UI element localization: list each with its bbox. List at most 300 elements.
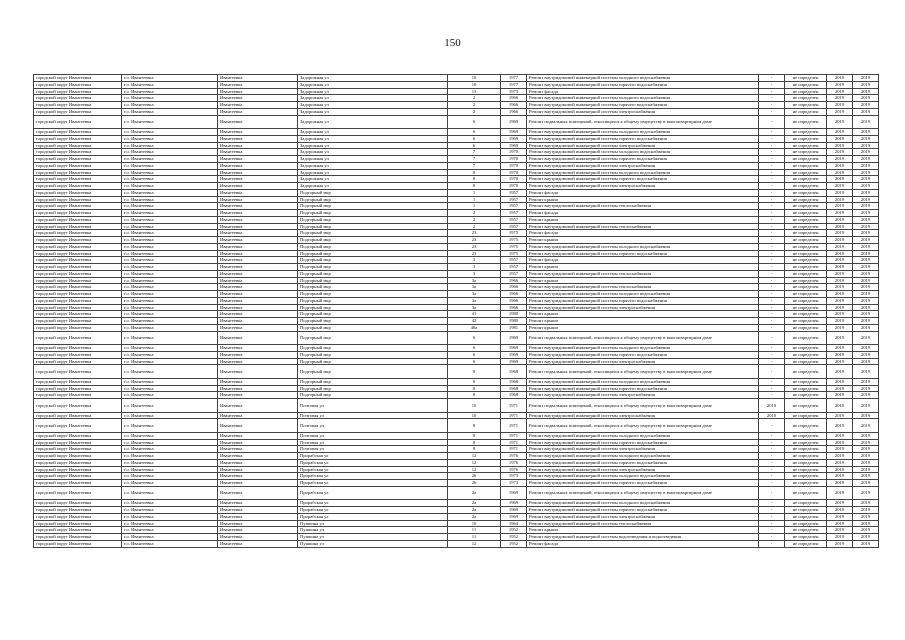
- settlement-cell: Ивантеевка: [218, 277, 298, 284]
- cost-cell: не определен: [785, 203, 827, 210]
- end-year-cell: 2019: [853, 331, 879, 345]
- start-year-cell: 2019: [827, 237, 853, 244]
- district-cell: г.о. Ивантеевка: [122, 264, 218, 271]
- cost-cell: не определен: [785, 324, 827, 331]
- work-type-cell: Ремонт внутридомовой инженерной системы горячего водоснабжения: [527, 176, 759, 183]
- house-number-cell: 10: [448, 520, 501, 527]
- table-row: [34, 210, 879, 217]
- start-year-cell: 2019: [827, 345, 853, 352]
- work-type-cell: Ремонт крыши: [527, 196, 759, 203]
- settlement-cell: Ивантеевка: [218, 135, 298, 142]
- district-cell: г.о. Ивантеевка: [122, 169, 218, 176]
- work-type-cell: Ремонт внутридомовой инженерной системы горячего водоснабжения: [527, 385, 759, 392]
- table-row: [34, 115, 879, 129]
- start-year-cell: 2019: [827, 540, 853, 547]
- cost-cell: не определен: [785, 156, 827, 163]
- work-type-cell: Ремонт крыши: [527, 264, 759, 271]
- settlement-cell: Ивантеевка: [218, 102, 298, 109]
- last-repair-year-cell: -: [759, 473, 785, 480]
- street-cell: Подгорный мкр: [298, 270, 448, 277]
- start-year-cell: 2019: [827, 129, 853, 136]
- cost-cell: не определен: [785, 149, 827, 156]
- work-type-cell: Ремонт внутридомовой инженерной системы электроснабжения: [527, 513, 759, 520]
- street-cell: Подгорный мкр: [298, 210, 448, 217]
- start-year-cell: 2019: [827, 459, 853, 466]
- district-cell: г.о. Ивантеевка: [122, 540, 218, 547]
- district-cell: г.о. Ивантеевка: [122, 291, 218, 298]
- settlement-cell: Ивантеевка: [218, 230, 298, 237]
- settlement-cell: Ивантеевка: [218, 351, 298, 358]
- work-type-cell: Ремонт внутридомовой инженерной системы горячего водоснабжения: [527, 480, 759, 487]
- house-number-cell: 10: [448, 75, 501, 82]
- end-year-cell: 2019: [853, 365, 879, 379]
- street-cell: Пушкина ул: [298, 540, 448, 547]
- end-year-cell: 2019: [853, 203, 879, 210]
- district-cell: г.о. Ивантеевка: [122, 527, 218, 534]
- district-cell: г.о. Ивантеевка: [122, 365, 218, 379]
- street-cell: Задорожная ул: [298, 95, 448, 102]
- cost-cell: не определен: [785, 507, 827, 514]
- street-cell: Задорожная ул: [298, 88, 448, 95]
- last-repair-year-cell: -: [759, 358, 785, 365]
- district-cell: г.о. Ивантеевка: [122, 95, 218, 102]
- end-year-cell: 2019: [853, 351, 879, 358]
- municipality-cell: городской округ Ивантеевка: [34, 237, 122, 244]
- build-year-cell: 1975: [501, 243, 527, 250]
- last-repair-year-cell: -: [759, 534, 785, 541]
- work-type-cell: Ремонт внутридомовой инженерной системы горячего водоснабжения: [527, 459, 759, 466]
- street-cell: Почтовая ул: [298, 419, 448, 433]
- build-year-cell: 1957: [501, 223, 527, 230]
- work-type-cell: Ремонт внутридомовой инженерной системы холодного водоснабжения: [527, 378, 759, 385]
- build-year-cell: 1968: [501, 378, 527, 385]
- settlement-cell: Ивантеевка: [218, 520, 298, 527]
- last-repair-year-cell: -: [759, 183, 785, 190]
- table-row: [34, 500, 879, 507]
- settlement-cell: Ивантеевка: [218, 156, 298, 163]
- cost-cell: не определен: [785, 392, 827, 399]
- street-cell: Задорожная ул: [298, 129, 448, 136]
- table-row: [34, 399, 879, 413]
- work-type-cell: Ремонт внутридомовой инженерной системы холодного водоснабжения: [527, 129, 759, 136]
- municipality-cell: городской округ Ивантеевка: [34, 88, 122, 95]
- work-type-cell: Ремонт подвальных помещений, относящихся к общему имуществу в многоквартирном доме: [527, 115, 759, 129]
- house-number-cell: 7: [448, 156, 501, 163]
- start-year-cell: 2019: [827, 446, 853, 453]
- district-cell: г.о. Ивантеевка: [122, 513, 218, 520]
- last-repair-year-cell: -: [759, 115, 785, 129]
- end-year-cell: 2019: [853, 162, 879, 169]
- end-year-cell: 2019: [853, 81, 879, 88]
- table-row: [34, 243, 879, 250]
- municipality-cell: городской округ Ивантеевка: [34, 243, 122, 250]
- district-cell: г.о. Ивантеевка: [122, 480, 218, 487]
- municipality-cell: городской округ Ивантеевка: [34, 162, 122, 169]
- last-repair-year-cell: -: [759, 243, 785, 250]
- end-year-cell: 2019: [853, 149, 879, 156]
- district-cell: г.о. Ивантеевка: [122, 311, 218, 318]
- district-cell: г.о. Ивантеевка: [122, 216, 218, 223]
- settlement-cell: Ивантеевка: [218, 486, 298, 500]
- cost-cell: не определен: [785, 473, 827, 480]
- street-cell: Подгорный мкр: [298, 196, 448, 203]
- start-year-cell: 2019: [827, 473, 853, 480]
- build-year-cell: 1976: [501, 459, 527, 466]
- settlement-cell: Ивантеевка: [218, 284, 298, 291]
- street-cell: Подгорный мкр: [298, 243, 448, 250]
- settlement-cell: Ивантеевка: [218, 115, 298, 129]
- table-row: [34, 189, 879, 196]
- end-year-cell: 2019: [853, 453, 879, 460]
- end-year-cell: 2019: [853, 459, 879, 466]
- municipality-cell: городской округ Ивантеевка: [34, 135, 122, 142]
- district-cell: г.о. Ивантеевка: [122, 304, 218, 311]
- house-number-cell: 3: [448, 270, 501, 277]
- start-year-cell: 2019: [827, 210, 853, 217]
- last-repair-year-cell: -: [759, 230, 785, 237]
- municipality-cell: городской округ Ивантеевка: [34, 95, 122, 102]
- house-number-cell: 26: [448, 473, 501, 480]
- district-cell: г.о. Ивантеевка: [122, 459, 218, 466]
- work-type-cell: Ремонт крыши: [527, 527, 759, 534]
- municipality-cell: городской округ Ивантеевка: [34, 439, 122, 446]
- work-type-cell: Ремонт фасада: [527, 540, 759, 547]
- end-year-cell: 2019: [853, 250, 879, 257]
- start-year-cell: 2019: [827, 284, 853, 291]
- work-type-cell: Ремонт внутридомовой инженерной системы холодного водоснабжения: [527, 432, 759, 439]
- house-number-cell: 8: [448, 432, 501, 439]
- build-year-cell: 1957: [501, 210, 527, 217]
- build-year-cell: 1957: [501, 203, 527, 210]
- municipality-cell: городской округ Ивантеевка: [34, 385, 122, 392]
- street-cell: Прорабская ул: [298, 459, 448, 466]
- build-year-cell: 1966: [501, 304, 527, 311]
- street-cell: Задорожная ул: [298, 115, 448, 129]
- street-cell: Подгорный мкр: [298, 311, 448, 318]
- work-type-cell: Ремонт внутридомовой инженерной системы горячего водоснабжения: [527, 250, 759, 257]
- settlement-cell: Ивантеевка: [218, 203, 298, 210]
- work-type-cell: Ремонт фасада: [527, 210, 759, 217]
- build-year-cell: 1964: [501, 520, 527, 527]
- district-cell: г.о. Ивантеевка: [122, 284, 218, 291]
- street-cell: Подгорный мкр: [298, 345, 448, 352]
- cost-cell: не определен: [785, 169, 827, 176]
- last-repair-year-cell: -: [759, 480, 785, 487]
- start-year-cell: 2019: [827, 507, 853, 514]
- table-row: [34, 392, 879, 399]
- settlement-cell: Ивантеевка: [218, 473, 298, 480]
- settlement-cell: Ивантеевка: [218, 149, 298, 156]
- street-cell: Почтовая ул: [298, 399, 448, 413]
- work-type-cell: Ремонт внутридомовой инженерной системы холодного водоснабжения: [527, 169, 759, 176]
- table-row: [34, 385, 879, 392]
- build-year-cell: 1969: [501, 513, 527, 520]
- end-year-cell: 2019: [853, 324, 879, 331]
- table-row: [34, 480, 879, 487]
- build-year-cell: 1970: [501, 176, 527, 183]
- work-type-cell: Ремонт крыши: [527, 324, 759, 331]
- work-type-cell: Ремонт внутридомовой инженерной системы электроснабжения: [527, 142, 759, 149]
- settlement-cell: Ивантеевка: [218, 507, 298, 514]
- table-row: [34, 311, 879, 318]
- house-number-cell: 3: [448, 257, 501, 264]
- house-number-cell: 2а: [448, 500, 501, 507]
- street-cell: Задорожная ул: [298, 102, 448, 109]
- district-cell: г.о. Ивантеевка: [122, 432, 218, 439]
- house-number-cell: 6: [448, 358, 501, 365]
- end-year-cell: 2019: [853, 243, 879, 250]
- cost-cell: не определен: [785, 527, 827, 534]
- start-year-cell: 2019: [827, 270, 853, 277]
- end-year-cell: 2019: [853, 183, 879, 190]
- settlement-cell: Ивантеевка: [218, 169, 298, 176]
- street-cell: Прорабская ул: [298, 453, 448, 460]
- last-repair-year-cell: -: [759, 250, 785, 257]
- last-repair-year-cell: -: [759, 277, 785, 284]
- street-cell: Почтовая ул: [298, 432, 448, 439]
- table-row: [34, 88, 879, 95]
- start-year-cell: 2019: [827, 223, 853, 230]
- work-type-cell: Ремонт внутридомовой инженерной системы горячего водоснабжения: [527, 297, 759, 304]
- work-type-cell: Ремонт подвальных помещений, относящихся к общему имуществу в многоквартирном доме: [527, 486, 759, 500]
- last-repair-year-cell: -: [759, 365, 785, 379]
- street-cell: Подгорный мкр: [298, 331, 448, 345]
- street-cell: Подгорный мкр: [298, 385, 448, 392]
- cost-cell: не определен: [785, 216, 827, 223]
- cost-cell: не определен: [785, 358, 827, 365]
- house-number-cell: 2: [448, 216, 501, 223]
- work-type-cell: Ремонт подвальных помещений, относящихся к общему имуществу в многоквартирном доме: [527, 331, 759, 345]
- house-number-cell: 11: [448, 527, 501, 534]
- district-cell: г.о. Ивантеевка: [122, 270, 218, 277]
- settlement-cell: Ивантеевка: [218, 439, 298, 446]
- house-number-cell: 3а: [448, 284, 501, 291]
- municipality-cell: городской округ Ивантеевка: [34, 304, 122, 311]
- municipality-cell: городской округ Ивантеевка: [34, 250, 122, 257]
- end-year-cell: 2019: [853, 480, 879, 487]
- municipality-cell: городской округ Ивантеевка: [34, 75, 122, 82]
- district-cell: г.о. Ивантеевка: [122, 351, 218, 358]
- cost-cell: не определен: [785, 351, 827, 358]
- last-repair-year-cell: -: [759, 378, 785, 385]
- street-cell: Прорабская ул: [298, 513, 448, 520]
- cost-cell: не определен: [785, 250, 827, 257]
- cost-cell: не определен: [785, 291, 827, 298]
- municipality-cell: городской округ Ивантеевка: [34, 176, 122, 183]
- end-year-cell: 2019: [853, 108, 879, 115]
- start-year-cell: 2019: [827, 156, 853, 163]
- settlement-cell: Ивантеевка: [218, 257, 298, 264]
- start-year-cell: 2019: [827, 250, 853, 257]
- work-type-cell: Ремонт внутридомовой инженерной системы горячего водоснабжения: [527, 507, 759, 514]
- house-number-cell: 12: [448, 459, 501, 466]
- end-year-cell: 2019: [853, 189, 879, 196]
- start-year-cell: 2019: [827, 115, 853, 129]
- settlement-cell: Ивантеевка: [218, 365, 298, 379]
- end-year-cell: 2019: [853, 277, 879, 284]
- settlement-cell: Ивантеевка: [218, 196, 298, 203]
- cost-cell: не определен: [785, 88, 827, 95]
- build-year-cell: 1966: [501, 95, 527, 102]
- street-cell: Подгорный мкр: [298, 291, 448, 298]
- municipality-cell: городской округ Ивантеевка: [34, 466, 122, 473]
- district-cell: г.о. Ивантеевка: [122, 108, 218, 115]
- end-year-cell: 2019: [853, 216, 879, 223]
- start-year-cell: 2019: [827, 331, 853, 345]
- start-year-cell: 2019: [827, 297, 853, 304]
- build-year-cell: 1975: [501, 250, 527, 257]
- start-year-cell: 2019: [827, 277, 853, 284]
- last-repair-year-cell: -: [759, 507, 785, 514]
- end-year-cell: 2019: [853, 399, 879, 413]
- cost-cell: не определен: [785, 520, 827, 527]
- settlement-cell: Ивантеевка: [218, 453, 298, 460]
- settlement-cell: Ивантеевка: [218, 459, 298, 466]
- municipality-cell: городской округ Ивантеевка: [34, 142, 122, 149]
- table-row: [34, 135, 879, 142]
- cost-cell: не определен: [785, 223, 827, 230]
- work-type-cell: Ремонт внутридомовой инженерной системы холодного водоснабжения: [527, 345, 759, 352]
- start-year-cell: 2019: [827, 453, 853, 460]
- cost-cell: не определен: [785, 466, 827, 473]
- end-year-cell: 2019: [853, 95, 879, 102]
- municipality-cell: городской округ Ивантеевка: [34, 284, 122, 291]
- build-year-cell: 1970: [501, 162, 527, 169]
- cost-cell: не определен: [785, 115, 827, 129]
- street-cell: Подгорный мкр: [298, 230, 448, 237]
- work-type-cell: Ремонт подвальных помещений, относящихся к общему имуществу в многоквартирном доме: [527, 419, 759, 433]
- settlement-cell: Ивантеевка: [218, 534, 298, 541]
- start-year-cell: 2019: [827, 432, 853, 439]
- settlement-cell: Ивантеевка: [218, 264, 298, 271]
- last-repair-year-cell: -: [759, 189, 785, 196]
- district-cell: г.о. Ивантеевка: [122, 81, 218, 88]
- start-year-cell: 2019: [827, 365, 853, 379]
- house-number-cell: 48а: [448, 324, 501, 331]
- municipality-cell: городской округ Ивантеевка: [34, 311, 122, 318]
- street-cell: Подгорный мкр: [298, 378, 448, 385]
- work-type-cell: Ремонт внутридомовой инженерной системы электроснабжения: [527, 412, 759, 419]
- table-row: [34, 365, 879, 379]
- street-cell: Прорабская ул: [298, 507, 448, 514]
- cost-cell: не определен: [785, 446, 827, 453]
- municipality-cell: городской округ Ивантеевка: [34, 203, 122, 210]
- work-type-cell: Ремонт внутридомовой инженерной системы горячего водоснабжения: [527, 135, 759, 142]
- build-year-cell: 1970: [501, 156, 527, 163]
- work-type-cell: Ремонт крыши: [527, 318, 759, 325]
- settlement-cell: Ивантеевка: [218, 223, 298, 230]
- build-year-cell: 1976: [501, 466, 527, 473]
- house-number-cell: 8: [448, 385, 501, 392]
- cost-cell: не определен: [785, 331, 827, 345]
- cost-cell: не определен: [785, 378, 827, 385]
- municipality-cell: городской округ Ивантеевка: [34, 297, 122, 304]
- build-year-cell: 1970: [501, 149, 527, 156]
- work-type-cell: Ремонт внутридомовой инженерной системы холодного водоснабжения: [527, 75, 759, 82]
- street-cell: Пушкина ул: [298, 527, 448, 534]
- last-repair-year-cell: -: [759, 486, 785, 500]
- district-cell: г.о. Ивантеевка: [122, 162, 218, 169]
- start-year-cell: 2019: [827, 358, 853, 365]
- municipality-cell: городской округ Ивантеевка: [34, 189, 122, 196]
- house-number-cell: 6: [448, 345, 501, 352]
- build-year-cell: 1952: [501, 534, 527, 541]
- build-year-cell: 1969: [501, 331, 527, 345]
- table-row: [34, 473, 879, 480]
- municipality-cell: городской округ Ивантеевка: [34, 540, 122, 547]
- end-year-cell: 2019: [853, 142, 879, 149]
- work-type-cell: Ремонт внутридомовой инженерной системы электроснабжения: [527, 466, 759, 473]
- district-cell: г.о. Ивантеевка: [122, 210, 218, 217]
- end-year-cell: 2019: [853, 486, 879, 500]
- table-row: [34, 102, 879, 109]
- end-year-cell: 2019: [853, 210, 879, 217]
- page-number: 150: [444, 37, 461, 49]
- municipality-cell: городской округ Ивантеевка: [34, 129, 122, 136]
- end-year-cell: 2019: [853, 412, 879, 419]
- table-row: [34, 520, 879, 527]
- municipality-cell: городской округ Ивантеевка: [34, 513, 122, 520]
- build-year-cell: 1969: [501, 351, 527, 358]
- municipality-cell: городской округ Ивантеевка: [34, 223, 122, 230]
- settlement-cell: Ивантеевка: [218, 243, 298, 250]
- street-cell: Подгорный мкр: [298, 318, 448, 325]
- table-row: [34, 527, 879, 534]
- end-year-cell: 2019: [853, 520, 879, 527]
- start-year-cell: 2019: [827, 176, 853, 183]
- settlement-cell: Ивантеевка: [218, 189, 298, 196]
- end-year-cell: 2019: [853, 223, 879, 230]
- last-repair-year-cell: -: [759, 385, 785, 392]
- cost-cell: не определен: [785, 399, 827, 413]
- street-cell: Прорабская ул: [298, 500, 448, 507]
- house-number-cell: 1: [448, 203, 501, 210]
- work-type-cell: Ремонт внутридомовой инженерной системы водоотведения и водоотведения: [527, 534, 759, 541]
- work-type-cell: Ремонт фасада: [527, 230, 759, 237]
- table-row: [34, 81, 879, 88]
- street-cell: Подгорный мкр: [298, 250, 448, 257]
- settlement-cell: Ивантеевка: [218, 311, 298, 318]
- start-year-cell: 2019: [827, 412, 853, 419]
- municipality-cell: городской округ Ивантеевка: [34, 210, 122, 217]
- house-number-cell: 8: [448, 439, 501, 446]
- house-number-cell: 12: [448, 540, 501, 547]
- last-repair-year-cell: -: [759, 351, 785, 358]
- street-cell: Подгорный мкр: [298, 358, 448, 365]
- start-year-cell: 2019: [827, 534, 853, 541]
- house-number-cell: 3: [448, 264, 501, 271]
- street-cell: Задорожная ул: [298, 183, 448, 190]
- district-cell: г.о. Ивантеевка: [122, 385, 218, 392]
- start-year-cell: 2019: [827, 527, 853, 534]
- municipality-cell: городской округ Ивантеевка: [34, 419, 122, 433]
- house-number-cell: 3а: [448, 291, 501, 298]
- table-row: [34, 250, 879, 257]
- settlement-cell: Ивантеевка: [218, 527, 298, 534]
- last-repair-year-cell: -: [759, 257, 785, 264]
- street-cell: Подгорный мкр: [298, 264, 448, 271]
- end-year-cell: 2019: [853, 318, 879, 325]
- build-year-cell: 1973: [501, 88, 527, 95]
- last-repair-year-cell: -: [759, 88, 785, 95]
- start-year-cell: 2019: [827, 392, 853, 399]
- table-row: [34, 277, 879, 284]
- municipality-cell: городской округ Ивантеевка: [34, 520, 122, 527]
- table-row: [34, 264, 879, 271]
- street-cell: Задорожная ул: [298, 142, 448, 149]
- settlement-cell: Ивантеевка: [218, 385, 298, 392]
- district-cell: г.о. Ивантеевка: [122, 399, 218, 413]
